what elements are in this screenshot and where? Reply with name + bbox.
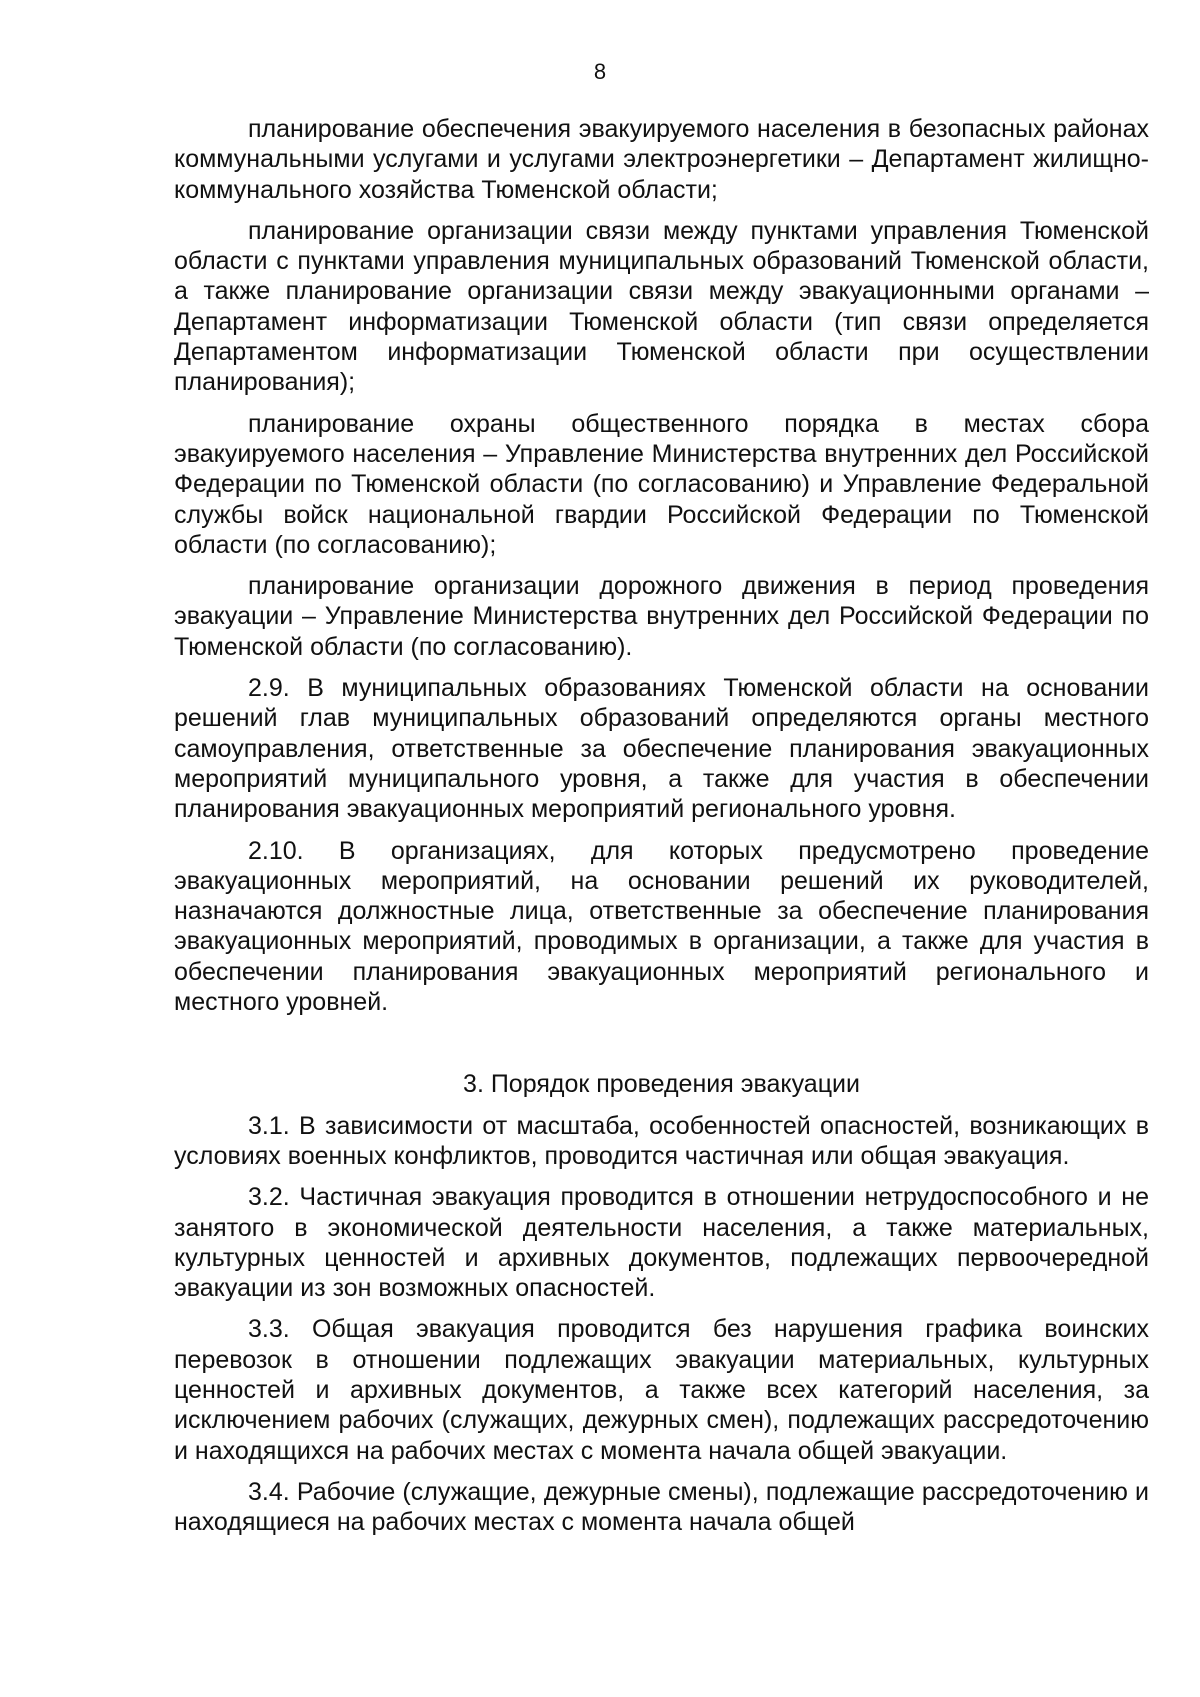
paragraph-3-2: 3.2. Частичная эвакуация проводится в отношении нетрудоспособного и не занятого в экономической деятельности населения, а также материальных, культурных ценностей и архивных документов, подлежащих первоочередной эвакуации из зон возможных опасностей. <box>174 1183 1149 1303</box>
paragraph-utilities-planning: планирование обеспечения эвакуируемого населения в безопасных районах коммунальными услугами и услугами электроэнергетики – Департамент жилищно-коммунального хозяйства Тюменской области; <box>174 115 1149 204</box>
document-body <box>174 114 1149 1548</box>
paragraph-3-3: 3.3. Общая эвакуация проводится без нарушения графика воинских перевозок в отношении подлежащих эвакуации материальных, культурных ценностей и архивных документов, а также всех категорий населения, за исключением рабочих (служащих, дежурных смен), подлежащих рассредоточению и находящихся на рабочих местах с момента начала общей эвакуации. <box>174 1315 1149 1465</box>
paragraph-traffic-planning: планирование организации дорожного движения в период проведения эвакуации – Управление Министерства внутренних дел Российской Федерации по Тюменской области (по согласованию). <box>174 572 1149 661</box>
paragraph-public-order-planning: планирование охраны общественного порядка в местах сбора эвакуируемого населения – Управление Министерства внутренних дел Российской Федерации по Тюменской области (по согласованию) и Управление Федеральной службы войск национальной гвардии Российской Федерации по Тюменской области (по согласованию); <box>174 409 1149 559</box>
section-spacer <box>174 1028 1149 1069</box>
paragraph-2-10: 2.10. В организациях, для которых предусмотрено проведение эвакуационных мероприятий, на основании решений их руководителей, назначаются должностные лица, ответственные за обеспечение планирования эвакуационных мероприятий, проводимых в организации, а также для участия в обеспечении планирования эвакуационных мероприятий регионального и местного уровней. <box>174 836 1149 1017</box>
section-heading: 3. Порядок проведения эвакуации <box>463 1070 860 1099</box>
page-number: 8 <box>593 59 607 84</box>
paragraph-communications-planning: планирование организации связи между пунктами управления Тюменской области с пунктами управления муниципальных образований Тюменской области, а также планирование организации связи между эвакуационными органами – Департамент информатизации Тюменской области (тип связи определяется Департаментом информатизации Тюменской области при осуществлении планирования); <box>174 216 1149 397</box>
paragraph-2-9: 2.9. В муниципальных образованиях Тюменской области на основании решений глав муниципальных образований определяются органы местного самоуправления, ответственные за обеспечение планирования эвакуационных мероприятий муниципального уровня, а также для участия в обеспечении планирования эвакуационных мероприятий регионального уровня. <box>174 674 1149 824</box>
paragraph-3-4: 3.4. Рабочие (служащие, дежурные смены), подлежащие рассредоточению и находящиеся на рабочих местах с момента начала общей <box>174 1477 1149 1537</box>
paragraph-3-1: 3.1. В зависимости от масштаба, особенностей опасностей, возникающих в условиях военных конфликтов, проводится частичная или общая эвакуация. <box>174 1111 1149 1170</box>
